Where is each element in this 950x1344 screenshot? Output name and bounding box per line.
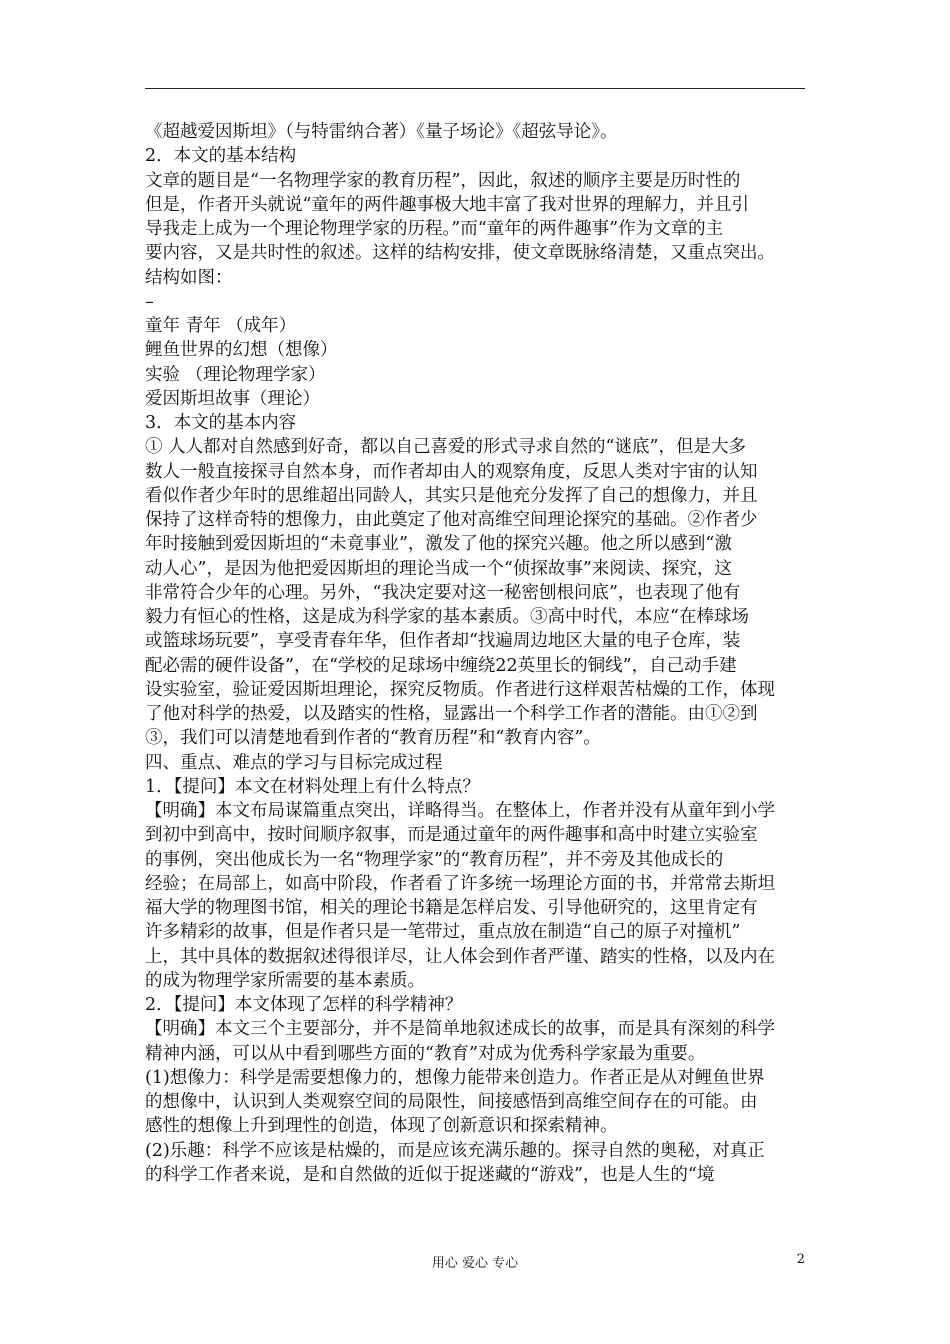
text-line: 鲤鱼世界的幻想（想像） (145, 340, 338, 361)
text-line: 经验；在局部上，如高中阶段，作者看了许多统一场理论方面的书，并常常去斯坦 (145, 873, 775, 894)
text-line: 爱因斯坦故事（理论） (145, 388, 320, 409)
text-line: 的成为物理学家所需要的基本素质。 (145, 970, 425, 991)
text-line: 《超越爱因斯坦》（与特雷纳合著）《量子场论》《超弦导论》。 (145, 122, 618, 142)
text-line: (1)想像力：科学是需要想像力的，想像力能带来创造力。作者正是从对鲤鱼世界 (145, 1067, 765, 1088)
text-line: ① 人人都对自然感到好奇，都以自己喜爱的形式寻求自然的“谜底”，但是大多 (145, 437, 746, 458)
text-line: 上，其中具体的数据叙述得很详尽，让人体会到作者严谨、踏实的性格，以及内在 (145, 946, 775, 967)
text-line: 1．【提问】本文在材料处理上有什么特点？ (145, 776, 480, 797)
text-line: 的想像中，认识到人类观察空间的局限性，间接感悟到高维空间存在的可能。由 (145, 1092, 758, 1112)
text-line: 结构如图： (145, 267, 233, 288)
text-line: 【明确】本文三个主要部分，并不是简单地叙述成长的故事，而是具有深刻的科学 (145, 1019, 775, 1040)
text-line: 年时接触到爱因斯坦的“未竟事业”，激发了他的探究兴趣。他之所以感到“激 (145, 534, 732, 555)
text-line: 文章的题目是“一名物理学家的教育历程”，因此，叙述的顺序主要是历时性的 (145, 170, 741, 191)
text-line: 福大学的物理图书馆，相关的理论书籍是怎样启发、引导他研究的，这里肯定有 (145, 898, 758, 918)
text-line: – (145, 291, 154, 312)
text-line: 导我走上成为一个理论物理学家的历程。”而“童年的两件趣事”作为文章的主 (145, 219, 724, 239)
text-line: 的事例，突出他成长为一名“物理学家”的“教育历程”，并不旁及其他成长的 (145, 849, 724, 870)
text-line: 精神内涵，可以从中看到哪些方面的“教育”对成为优秀科学家最为重要。 (145, 1043, 706, 1064)
text-line: 许多精彩的故事，但是作者只是一笔带过，重点放在制造“自己的原子对撞机” (145, 922, 741, 943)
text-line: 或篮球场玩要”，享受青春年华，但作者却“找遍周边地区大量的电子仓库，装 (145, 631, 741, 652)
header-rule (145, 88, 805, 89)
text-line: ③，我们可以清楚地看到作者的“教育历程”和“教育内容”。 (145, 728, 601, 749)
page-footer (0, 1252, 950, 1272)
text-line: 看似作者少年时的思维超出同龄人，其实只是他充分发挥了自己的想像力，并且 (145, 485, 758, 506)
text-line: 设实验室，验证爱因斯坦理论，探究反物质。作者进行这样艰苦枯燥的工作，体现 (145, 679, 775, 700)
text-line: 2．【提问】本文体现了怎样的科学精神？ (145, 995, 463, 1015)
text-line: 保持了这样奇特的想像力，由此奠定了他对高维空间理论探究的基础。②作者少 (145, 510, 758, 530)
text-line: 的科学工作者来说，是和自然做的近似于捉迷藏的“游戏”，也是人生的“境 (145, 1164, 715, 1185)
text-line: 3．本文的基本内容 (145, 413, 297, 433)
text-line: 童年 青年 （成年） (145, 316, 297, 336)
text-line: 到初中到高中，按时间顺序叙事，而是通过童年的两件趣事和高中时建立实验室 (145, 825, 758, 846)
text-line: 四、重点、难点的学习与目标完成过程 (145, 752, 443, 773)
text-line: 了他对科学的热爱，以及踏实的性格，显露出一个科学工作者的潜能。由①②到 (145, 704, 758, 724)
text-line: 感性的想像上升到理性的创造，体现了创新意识和探索精神。 (145, 1116, 618, 1137)
text-line: (2)乐趣：科学不应该是枯燥的，而是应该充满乐趣的。探寻自然的奥秘，对真正 (145, 1140, 765, 1161)
text-line: 毅力有恒心的性格，这是成为科学家的基本素质。③高中时代，本应“在棒球场 (145, 607, 749, 627)
text-line: 配必需的硬件设备”，在“学校的足球场中缠绕22英里长的铜线”，自己动手建 (145, 655, 737, 676)
page-number: 2 (796, 1252, 805, 1267)
text-line: 数人一般直接探寻自然本身，而作者却由人的观察角度，反思人类对宇宙的认知 (145, 461, 758, 482)
text-line: 动人心”，是因为他把爱因斯坦的理论当成一个“侦探故事”来阅读、探究，这 (145, 558, 732, 579)
text-line: 但是，作者开头就说“童年的两件趣事极大地丰富了我对世界的理解力，并且引 (145, 194, 749, 215)
document-body (145, 120, 809, 1187)
text-line: 非常符合少年的心理。另外，“我决定要对这一秘密刨根问底”，也表现了他有 (145, 582, 741, 603)
text-line: 要内容，又是共时性的叙述。这样的结构安排，使文章既脉络清楚，又重点突出。 (145, 243, 775, 264)
text-line: 实验 （理论物理学家） (145, 364, 326, 385)
text-line: 2．本文的基本结构 (145, 146, 297, 167)
footer-motto: 用心 爱心 专心 (431, 1256, 519, 1271)
text-line: 【明确】本文布局谋篇重点突出，详略得当。在整体上，作者并没有从童年到小学 (145, 801, 775, 821)
